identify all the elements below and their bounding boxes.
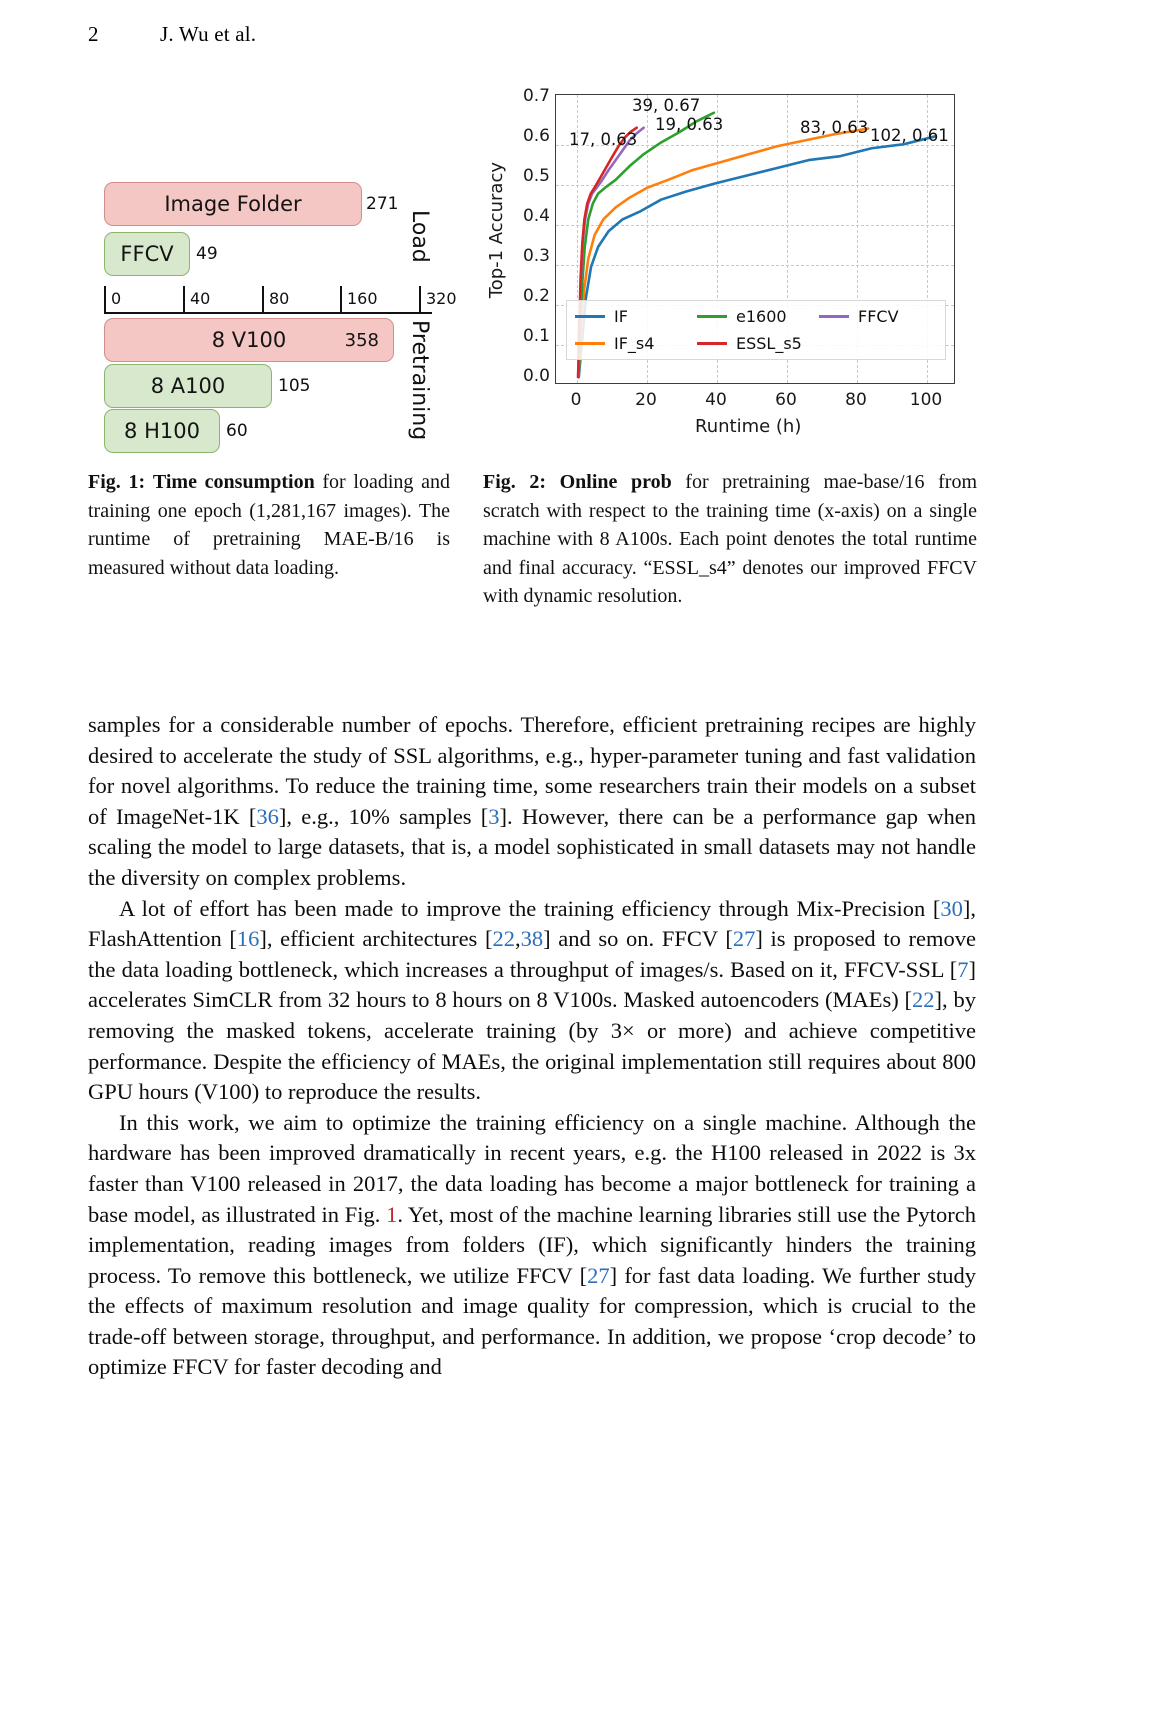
bar-label: 8 A100 (150, 374, 226, 398)
paragraph-2-part-a: A lot of effort has been made to improve the training efficiency through Mix-Precision [ (119, 895, 941, 921)
legend-swatch-if (575, 315, 605, 318)
legend-label: ESSL_s5 (736, 334, 802, 353)
chart-x-tick: 40 (705, 390, 727, 410)
bar-value-8-v100: 358 (344, 329, 379, 351)
paragraph-3-part-b: . Yet, most of the machine learning libraries still use the Pytorch implementation, reading images from folders (IF), which significantly hinders the training process. To remove this bottleneck, we utilize FFCV [ (88, 1201, 976, 1288)
paragraph-2-part-e: ] is proposed to remove the data loading bottleneck, which increases a throughput of images/s. Based on it, FFCV-SSL [ (88, 926, 976, 982)
body-text (88, 710, 976, 1383)
bar-value-8-h100: 60 (226, 421, 248, 441)
legend-swatch-essl-s5 (697, 342, 727, 345)
chart-legend (566, 300, 946, 360)
paragraph-2-part-f: ] accelerates SimCLR from 32 hours to 8 hours on 8 V100s. Masked autoencoders (MAEs) [ (88, 956, 976, 1013)
figure-1-caption-bold: Time consumption (152, 471, 315, 493)
chart-annotation-e1600: 39, 0.67 (632, 96, 701, 115)
axis-tick-label: 0 (111, 289, 122, 308)
chart-x-tick: 100 (909, 390, 943, 410)
bar-8-a100 (104, 364, 272, 408)
axis-tick-label: 160 (347, 289, 378, 308)
axis-tick (183, 286, 185, 312)
chart-y-tick: 0.4 (522, 206, 550, 226)
legend-swatch-ffcv (819, 315, 849, 318)
chart-x-tick: 20 (635, 390, 657, 410)
bar-label: Image Folder (164, 192, 302, 216)
legend-swatch-e1600 (697, 315, 727, 318)
bar-label: FFCV (120, 242, 174, 266)
figure-1-caption-label: Fig. 1: (88, 471, 146, 493)
chart-annotation-if-s4: 83, 0.63 (800, 118, 869, 137)
citation-36[interactable]: 36 (256, 803, 279, 829)
bar-value-ffcv: 49 (196, 244, 218, 264)
bar-label: 8 H100 (124, 419, 200, 443)
bar-8-v100 (104, 318, 394, 362)
bar-ffcv (104, 232, 190, 276)
figure-2-caption-text: for pretraining mae-base/16 from scratch with respect to the training time (x-axis) on a single machine with 8 A100s. Each point denotes the total runtime and final accuracy. “ESSL_s4” denotes our improved FFCV with dynamic resolution. (483, 471, 978, 607)
figure-2 (480, 82, 980, 442)
paragraph-2-part-c: ], efficient architectures [ (259, 926, 493, 952)
bar-value-image-folder: 271 (366, 194, 399, 214)
bar-8-h100 (104, 409, 220, 453)
axis-tick (104, 286, 106, 312)
legend-item-e1600[interactable] (697, 307, 815, 326)
chart-annotation-if: 102, 0.61 (870, 126, 949, 145)
paragraph-1-part-a: samples for a considerable number of epochs. Therefore, efficient pretraining recipes are highly desired to accelerate the study of SSL algorithms, e.g., hyper-parameter tuning and fast validation for novel algorithms. To reduce the training time, some researchers train their models on a subset of ImageNet-1K [ (88, 712, 976, 829)
legend-item-if-s4[interactable] (575, 334, 693, 353)
paragraph-3-part-a: In this work, we aim to optimize the training efficiency on a single machine. Although the hardware has been improved dramatically in recent years, e.g. the H100 released in 2022 is 3x faster than V100 released in 2017, the data loading has become a major bottleneck for training a base model, as illustrated in Fig. (88, 1109, 976, 1227)
chart-y-tick: 0.3 (522, 246, 550, 266)
citation-27b[interactable]: 27 (587, 1262, 610, 1288)
citation-3[interactable]: 3 (488, 803, 500, 829)
legend-item-if[interactable] (575, 307, 693, 326)
citation-27a[interactable]: 27 (732, 926, 756, 952)
chart-y-tick: 0.2 (522, 286, 550, 306)
paragraph-2-part-d: ] and so on. FFCV [ (543, 926, 733, 952)
chart-y-axis-title: Top-1 Accuracy (486, 162, 507, 299)
axis-tick (419, 286, 421, 312)
citation-38[interactable]: 38 (520, 926, 544, 952)
chart-y-tick: 0.6 (522, 126, 550, 146)
legend-swatch-if-s4 (575, 342, 605, 345)
chart-y-tick: 0.7 (522, 86, 550, 106)
axis-tick-label: 80 (269, 289, 290, 308)
figure-1-caption (88, 468, 450, 582)
legend-label: FFCV (858, 307, 899, 326)
citation-16[interactable]: 16 (236, 926, 260, 952)
paragraph-3-part-c: ] for fast data loading. We further study the effects of maximum resolution and image quality for compression, which is crucial to the trade-off between storage, throughput, and performance. In addition, we propose ‘crop decode’ to optimize FFCV for faster decoding and (88, 1262, 976, 1380)
chart-y-tick: 0.1 (522, 326, 550, 346)
chart-x-tick: 0 (570, 390, 582, 410)
bar-label: 8 V100 (211, 328, 287, 352)
axis-tick-label: 40 (190, 289, 211, 308)
paragraph-2 (88, 894, 976, 1108)
bar-value-8-a100: 105 (278, 376, 311, 396)
figure-2-caption-label: Fig. 2: (483, 471, 547, 493)
figure-2-caption-bold: Online prob (559, 471, 672, 493)
figure-1-caption-text: for loading and training one epoch (1,281,167 images). The runtime of pretraining MAE-B/16 is measured without data loading. (88, 471, 451, 579)
legend-item-ffcv[interactable] (819, 307, 937, 326)
paragraph-1-part-b: ], e.g., 10% samples [ (278, 803, 489, 829)
chart-x-axis-title: Runtime (h) (695, 416, 802, 437)
citation-22b[interactable]: 22 (912, 987, 935, 1013)
paragraph-1 (88, 710, 976, 894)
figure-reference-1[interactable]: 1 (386, 1201, 398, 1227)
running-head-authors: J. Wu et al. (160, 22, 257, 46)
paragraph-1-part-c: ]. However, there can be a performance gap when scaling the model to large datasets, that is, a model sophisticated in small datasets may not handle the diversity on complex problems. (88, 803, 977, 890)
figure1-group-label-load: Load (407, 210, 432, 263)
legend-label: e1600 (736, 307, 787, 326)
figure-2-caption (483, 468, 977, 611)
chart-y-tick: 0.0 (522, 366, 550, 386)
chart-x-tick: 60 (775, 390, 797, 410)
page-number: 2 (88, 22, 99, 46)
legend-label: IF_s4 (614, 334, 655, 353)
citation-30[interactable]: 30 (940, 895, 963, 921)
paragraph-2-part-b: ], FlashAttention [ (88, 895, 976, 952)
paragraph-2-part-g: ], by removing the masked tokens, accelerate training (by 3× or more) and achieve competitive performance. Despite the efficiency of MAEs, the original implementation still requires about 800 GPU hours (V100) to reproduce the results. (88, 987, 976, 1105)
bar-image-folder (104, 182, 362, 226)
figure1-axis-line (104, 312, 432, 314)
axis-tick (262, 286, 264, 312)
citation-7[interactable]: 7 (957, 956, 969, 982)
axis-tick-label: 320 (426, 289, 457, 308)
figure-1 (88, 168, 457, 458)
legend-item-essl-s5[interactable] (697, 334, 815, 353)
running-head (88, 20, 968, 48)
figure1-group-label-pretraining: Pretraining (407, 320, 432, 441)
chart-x-tick: 80 (845, 390, 867, 410)
legend-label: IF (614, 307, 628, 326)
paragraph-2-sep: , (514, 926, 521, 952)
citation-22a[interactable]: 22 (492, 926, 515, 952)
axis-tick (340, 286, 342, 312)
paragraph-3 (88, 1108, 976, 1383)
chart-annotation-essl: 17, 0.63 (569, 130, 638, 149)
chart-annotation-ffcv: 19, 0.63 (655, 115, 724, 134)
chart-y-tick: 0.5 (522, 166, 550, 186)
